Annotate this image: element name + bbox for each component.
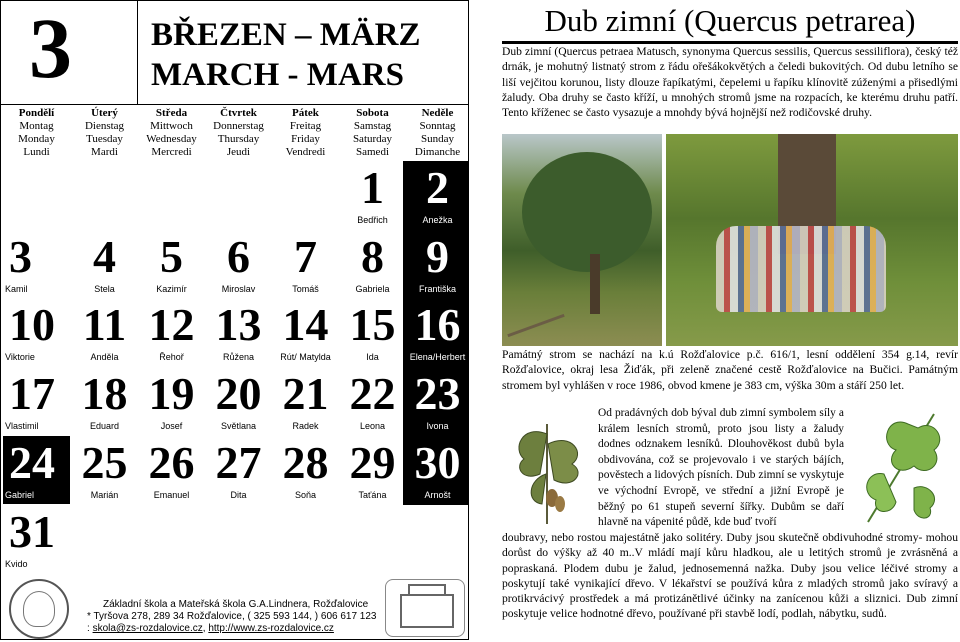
school-name: Základní škola a Mateřská škola G.A.Lindnera, Rožďalovice — [103, 599, 369, 610]
day-cell — [138, 367, 205, 435]
month-name-english-french: MARCH - MARS — [151, 57, 404, 93]
day-cell — [404, 230, 469, 298]
day-number: 5 — [160, 231, 183, 282]
weekday-label: Úterý — [91, 107, 118, 119]
day-number: 18 — [81, 368, 128, 419]
weekday-header — [272, 107, 339, 159]
name-day: Anděla — [90, 352, 119, 362]
day-number: 7 — [294, 231, 317, 282]
school-web-prefix: : — [87, 623, 93, 634]
day-number: 8 — [361, 231, 384, 282]
weekday-label: Donnerstag — [213, 120, 264, 132]
weekday-label: Sunday — [421, 133, 454, 145]
oak-leaves-icon — [502, 404, 592, 528]
weekday-header — [71, 107, 138, 159]
day-cell — [205, 367, 272, 435]
month-number: 3 — [29, 0, 72, 96]
day-number: 26 — [148, 437, 195, 488]
name-day: Vlastimil — [5, 421, 39, 431]
article-intro: Dub zimní (Quercus petraea Matusch, synonyma Quercus sessilis, Quercus sessiliflora), český též drnák, je mohutný listnatý strom z řádu ořešákokvětých a čeledi bukovitých. Od dubu letního se liší vejčitou korunou, listy dlouze řapíkatými, čepelemi u řapíku klínovitě zúženými a přisedlými žaludy. Oba druhy se často kříží, u mnohých stromů jsme na rozpacích, ke kterému druhu patří. Tento kříženec se často vysazuje a mnohdy bývá hojnější než rodičovské druhy. — [502, 45, 958, 120]
day-cell — [138, 298, 205, 366]
weekday-label: Friday — [291, 133, 320, 145]
name-day: Dita — [230, 490, 247, 500]
weekday-label: Mittwoch — [150, 120, 193, 132]
day-cell — [339, 436, 406, 504]
day-cell — [339, 298, 406, 366]
name-day: Miroslav — [221, 284, 256, 294]
day-number: 25 — [81, 437, 128, 488]
weekday-label: Pondělí — [18, 107, 55, 119]
day-number: 15 — [349, 299, 396, 350]
weekday-label: Saturday — [352, 133, 393, 145]
name-day: Světlana — [220, 421, 257, 431]
school-web-separator: , — [202, 623, 209, 634]
day-cell — [3, 505, 70, 573]
calendar-sheet — [0, 0, 469, 640]
oak-leaf-icon — [848, 404, 956, 528]
day-cell — [272, 298, 339, 366]
name-day: Taťána — [358, 490, 387, 500]
day-cell — [205, 298, 272, 366]
name-day: Růžena — [222, 352, 255, 362]
day-cell — [205, 436, 272, 504]
day-cell — [3, 436, 70, 504]
name-day: Kvido — [5, 559, 28, 569]
weekday-label: Sonntag — [419, 120, 456, 132]
name-day: Marián — [90, 490, 119, 500]
children-under-oak-photo — [666, 134, 958, 346]
header-divider — [137, 1, 138, 104]
building-shape — [400, 594, 454, 628]
name-day: Bedřich — [357, 215, 388, 225]
weekday-label: Neděle — [421, 107, 454, 119]
day-cell — [404, 161, 469, 229]
school-address: * Tyršova 278, 289 34 Rožďalovice, ( 325 593 144, ) 606 617 123 — [87, 611, 377, 622]
day-cell — [404, 436, 469, 504]
weekday-label: Pátek — [292, 107, 319, 119]
name-day: Stela — [94, 284, 115, 294]
day-number: 10 — [9, 299, 55, 350]
name-day: Tomáš — [292, 284, 319, 294]
header-rule — [1, 104, 469, 105]
day-number: 12 — [148, 299, 195, 350]
name-day: Viktorie — [5, 352, 35, 362]
name-day: Františka — [418, 284, 456, 294]
weekday-label: Čtvrtek — [220, 107, 257, 119]
day-number: 20 — [215, 368, 262, 419]
name-day: Arnošt — [424, 490, 451, 500]
day-number: 2 — [426, 162, 449, 213]
day-number: 9 — [426, 231, 449, 282]
day-cell — [272, 367, 339, 435]
weekday-label: Vendredi — [285, 146, 326, 158]
day-cell — [138, 230, 205, 298]
day-number: 16 — [414, 299, 461, 350]
day-number: 28 — [282, 437, 329, 488]
name-day: Elena/Herbert — [409, 352, 466, 362]
oak-tree-photo — [502, 134, 662, 346]
weekday-label: Monday — [18, 133, 55, 145]
day-cell — [272, 436, 339, 504]
school-email-link[interactable]: skola@zs-rozdalovice.cz — [92, 623, 203, 634]
school-footer — [1, 577, 468, 639]
month-name-czech-german: BŘEZEN – MÄRZ — [151, 17, 421, 53]
tree-trunk-shape — [590, 254, 600, 314]
oak-branch-illustration — [502, 404, 592, 528]
weekday-label: Lundi — [23, 146, 50, 158]
name-day: Kazimír — [156, 284, 187, 294]
article — [502, 0, 958, 642]
name-day: Ida — [366, 352, 379, 362]
weekday-label: Středa — [155, 107, 188, 119]
day-cell — [3, 367, 70, 435]
fence-shape — [507, 314, 564, 337]
day-cell — [404, 367, 469, 435]
day-cell — [339, 230, 406, 298]
name-day: Gabriela — [355, 284, 390, 294]
weekday-label: Dimanche — [414, 146, 461, 158]
name-day: Gabriel — [5, 490, 35, 500]
name-day: Josef — [160, 421, 183, 431]
day-number: 11 — [82, 299, 127, 350]
school-building-stamp — [385, 579, 465, 637]
day-number: 21 — [282, 368, 329, 419]
day-cell — [138, 436, 205, 504]
day-number: 14 — [282, 299, 329, 350]
article-history: Od pradávných dob býval dub zimní symbolem síly a králem lesních stromů, proto jsou listy a žaludy dodnes odznakem lesníků. Dlouhověkost dubů byla obdivována, což se projevovalo i ve starých bájích, pověstech a lidových písních. Dub zimní se vyskytuje ve východní Evropě, ve střední a jižní Evropě je běžný po 61 stupeň severní šířky. Dubům se daří hlavně na vápenité půdě, kde buď tvoří — [598, 407, 844, 529]
name-day: Radek — [292, 421, 319, 431]
day-number: 19 — [148, 368, 195, 419]
weekday-header — [138, 107, 205, 159]
day-cell — [71, 230, 138, 298]
weekday-label: Sobota — [356, 107, 389, 119]
day-cell — [71, 298, 138, 366]
weekday-label: Samstag — [353, 120, 392, 132]
school-emblem-logo — [9, 579, 69, 639]
name-day: Emanuel — [153, 490, 190, 500]
weekday-label: Dienstag — [84, 120, 125, 132]
name-day: Řehoř — [159, 352, 184, 362]
weekday-header — [339, 107, 406, 159]
name-day: Anežka — [422, 215, 453, 225]
day-cell — [339, 161, 406, 229]
name-day: Ivona — [426, 421, 449, 431]
day-number: 23 — [414, 368, 461, 419]
weekday-header — [205, 107, 272, 159]
weekday-label: Wednesday — [146, 133, 197, 145]
day-cell — [339, 367, 406, 435]
weekday-label: Mercredi — [151, 146, 192, 158]
school-web-line — [87, 623, 377, 635]
day-cell — [205, 230, 272, 298]
weekday-header — [404, 107, 469, 159]
day-number: 30 — [414, 437, 461, 488]
day-number: 29 — [349, 437, 396, 488]
day-cell — [3, 230, 70, 298]
name-day: Soňa — [294, 490, 317, 500]
article-closing: doubravy, nebo rostou majestátně jako solitéry. Duby jsou skutečně obdivuhodné stromy- mohou dorůst do výšky až 40 m..V mládí mají kůru hladkou, ale u letitých stromů je zvrásněná a popraskaná. Plodem dubu je žalud, jednosemenná nažka. Duby jsou velice léčivé stromy a poskytují také vynikající dřevo. V lékařství se používá kůra z mladých stromů jako svíravý a protikrvácivý prostředek a má protizánětlivé účinky na zanícenou kůži a sliznici. Dub zimní poskytuje velice hodnotné dřevo, používané při stavbě lodí, podlah, nábytku, sudů. — [502, 531, 958, 621]
weekday-header — [3, 107, 70, 159]
day-number: 22 — [349, 368, 396, 419]
day-number: 24 — [9, 437, 55, 488]
day-cell — [71, 367, 138, 435]
weekday-label: Montag — [19, 120, 54, 132]
day-number: 6 — [227, 231, 250, 282]
day-number: 4 — [93, 231, 116, 282]
day-number: 17 — [9, 368, 55, 419]
name-day: Eduard — [89, 421, 120, 431]
name-day: Kamil — [5, 284, 28, 294]
day-cell — [404, 298, 469, 366]
weekday-label: Thursday — [217, 133, 260, 145]
article-location: Památný strom se nachází na k.ú Rožďalovice p.č. 616/1, lesní oddělení 354 g.14, revír Rožďalovice, okraj lesa Žiďák, při zeleně značené cestě Rožďalovice na Bučici. Památným stromem byl vyhlášen v roce 1986, obvod kmene je 383 cm, výška 30m a stáří 250 let. — [502, 348, 958, 392]
day-number: 27 — [215, 437, 262, 488]
article-title: Dub zimní (Quercus petrarea) — [544, 3, 916, 38]
name-day: Rút/ Matylda — [280, 352, 331, 362]
school-website-link[interactable]: http://www.zs-rozdalovice.cz — [208, 623, 334, 634]
day-cell — [3, 298, 70, 366]
children-group-shape — [716, 226, 886, 312]
oak-leaf-illustration — [848, 404, 956, 528]
day-cell — [272, 230, 339, 298]
day-number: 13 — [215, 299, 262, 350]
school-contact — [87, 599, 377, 635]
day-cell — [71, 436, 138, 504]
weekday-label: Tuesday — [86, 133, 123, 145]
day-number: 31 — [9, 506, 55, 557]
name-day: Leona — [359, 421, 386, 431]
weekday-label: Freitag — [289, 120, 322, 132]
weekday-label: Jeudi — [226, 146, 251, 158]
day-number: 3 — [9, 231, 32, 282]
weekday-label: Mardi — [91, 146, 118, 158]
day-number: 1 — [361, 162, 384, 213]
weekday-label: Samedi — [356, 146, 389, 158]
tree-crown-shape — [522, 152, 652, 272]
